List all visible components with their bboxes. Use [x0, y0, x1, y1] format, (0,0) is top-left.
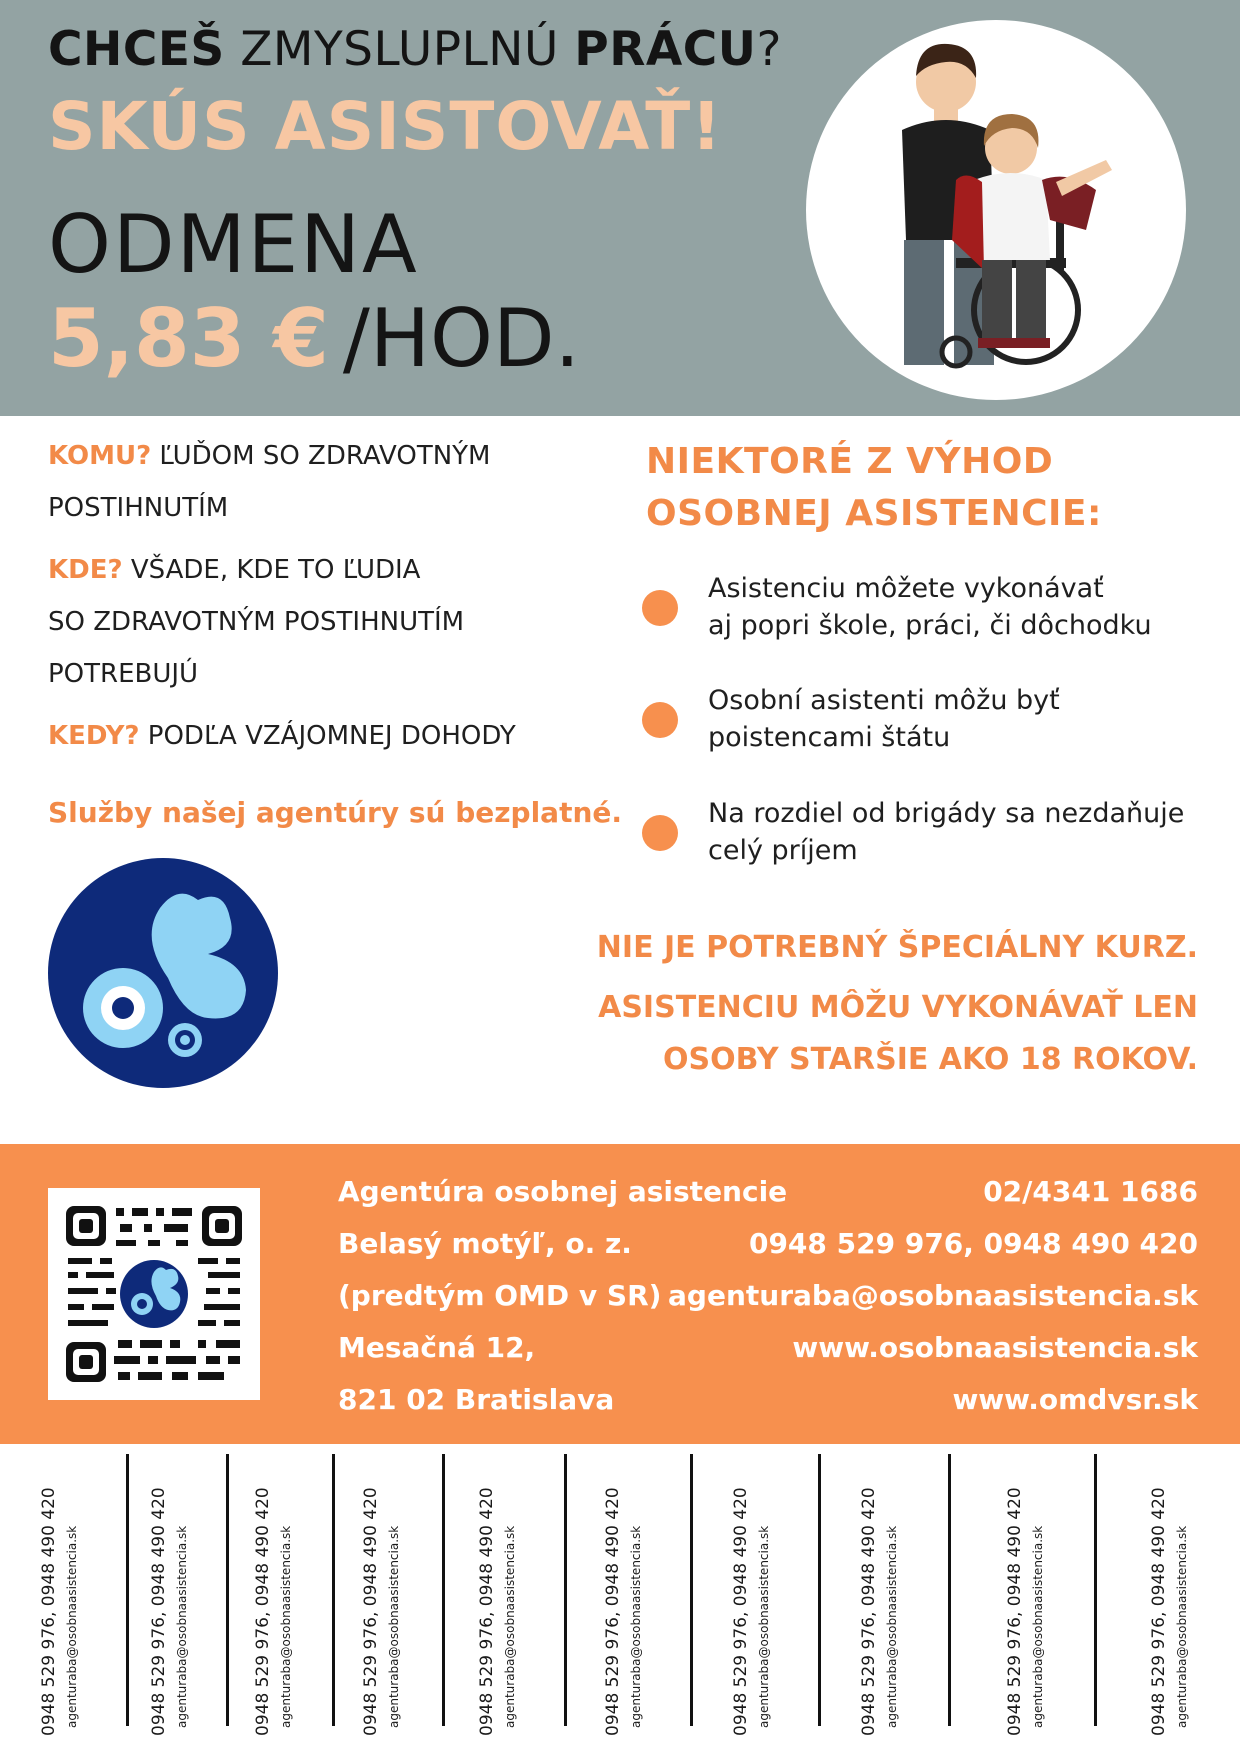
- info-section: [48, 430, 608, 762]
- strip-divider: [442, 1454, 445, 1726]
- qr-code-icon[interactable]: [48, 1188, 260, 1400]
- tear-off-strip[interactable]: 0948 529 976, 0948 490 420 agenturaba@osobnaasistencia.sk: [1005, 1487, 1045, 1736]
- tear-off-strip[interactable]: 0948 529 976, 0948 490 420 agenturaba@osobnaasistencia.sk: [39, 1487, 79, 1736]
- email-link[interactable]: agenturaba@osobnaasistencia.sk: [668, 1279, 1198, 1312]
- where-line: KDE? VŠADE, KDE TO ĽUDIA: [48, 555, 421, 585]
- bullet-icon: [642, 590, 678, 626]
- tear-off-strip[interactable]: 0948 529 976, 0948 490 420 agenturaba@osobnaasistencia.sk: [253, 1487, 293, 1736]
- tear-off-strips: [0, 1444, 1240, 1754]
- agency-name: Agentúra osobnej asistencie: [338, 1175, 788, 1208]
- headline-call-to-action: SKÚS ASISTOVAŤ!: [48, 88, 723, 165]
- reward-unit: /HOD.: [342, 292, 581, 385]
- strip-divider: [332, 1454, 335, 1726]
- bullet-icon: [642, 815, 678, 851]
- no-course-note: NIE JE POTREBNÝ ŠPECIÁLNY KURZ.: [596, 930, 1198, 965]
- benefit-item: Na rozdiel od brigády sa nezdaňuje celý príjem: [640, 795, 1200, 875]
- strip-divider: [948, 1454, 951, 1726]
- tear-off-strip[interactable]: 0948 529 976, 0948 490 420 agenturaba@osobnaasistencia.sk: [149, 1487, 189, 1736]
- where-line-3: POTREBUJÚ: [48, 659, 199, 689]
- reward-label: ODMENA: [48, 198, 419, 291]
- tear-off-strip[interactable]: 0948 529 976, 0948 490 420 agenturaba@osobnaasistencia.sk: [731, 1487, 771, 1736]
- who-line: KOMU? ĽUĎOM SO ZDRAVOTNÝM: [48, 441, 491, 471]
- agency-city: 821 02 Bratislava: [338, 1383, 615, 1416]
- website-link-2[interactable]: www.omdvsr.sk: [952, 1383, 1198, 1416]
- agency-name-2: Belasý motýľ, o. z.: [338, 1227, 632, 1260]
- strip-divider: [690, 1454, 693, 1726]
- headline-question: CHCEŠ ZMYSLUPLNÚ PRÁCU?: [48, 22, 782, 77]
- phone-mobile-link[interactable]: 0948 529 976, 0948 490 420: [748, 1227, 1198, 1260]
- tear-off-strip[interactable]: 0948 529 976, 0948 490 420 agenturaba@osobnaasistencia.sk: [361, 1487, 401, 1736]
- website-link[interactable]: www.osobnaasistencia.sk: [792, 1331, 1198, 1364]
- tear-off-strip[interactable]: 0948 529 976, 0948 490 420 agenturaba@osobnaasistencia.sk: [603, 1487, 643, 1736]
- tear-off-strip[interactable]: 0948 529 976, 0948 490 420 agenturaba@osobnaasistencia.sk: [1149, 1487, 1189, 1736]
- agency-former-name: (predtým OMD v SR): [338, 1279, 662, 1312]
- agency-street: Mesačná 12,: [338, 1331, 536, 1364]
- tear-off-strip[interactable]: 0948 529 976, 0948 490 420 agenturaba@osobnaasistencia.sk: [477, 1487, 517, 1736]
- benefit-item: Asistenciu môžete vykonávať aj popri škole, práci, či dôchodku: [640, 570, 1200, 650]
- strip-divider: [126, 1454, 129, 1726]
- strip-divider: [818, 1454, 821, 1726]
- age-requirement-note: ASISTENCIU MÔŽU VYKONÁVAŤ LEN OSOBY STARŠIE AKO 18 ROKOV.: [598, 990, 1198, 1077]
- strip-divider: [564, 1454, 567, 1726]
- where-line-2: SO ZDRAVOTNÝM POSTIHNUTÍM: [48, 607, 465, 637]
- agency-contacts: [668, 1166, 1198, 1426]
- contact-band: [0, 1144, 1240, 1444]
- assistant-wheelchair-illustration: [806, 20, 1186, 400]
- benefit-item: Osobní asistenti môžu byť poistencami štátu: [640, 682, 1200, 762]
- phone-landline-link[interactable]: 02/4341 1686: [983, 1175, 1198, 1208]
- bullet-icon: [642, 702, 678, 738]
- reward-amount: [48, 292, 580, 385]
- tear-off-strip[interactable]: 0948 529 976, 0948 490 420 agenturaba@osobnaasistencia.sk: [859, 1487, 899, 1736]
- butterfly-logo-icon: [48, 858, 278, 1088]
- strip-divider: [1094, 1454, 1097, 1726]
- strip-divider: [226, 1454, 229, 1726]
- free-services-note: Služby našej agentúry sú bezplatné.: [48, 796, 623, 829]
- when-line: KEDY? PODĽA VZÁJOMNEJ DOHODY: [48, 721, 516, 751]
- header-banner: [0, 0, 1240, 416]
- reward-price: 5,83 €: [48, 292, 329, 385]
- benefits-title: NIEKTORÉ Z VÝHOD OSOBNEJ ASISTENCIE:: [646, 441, 1102, 534]
- who-line-2: POSTIHNUTÍM: [48, 493, 229, 523]
